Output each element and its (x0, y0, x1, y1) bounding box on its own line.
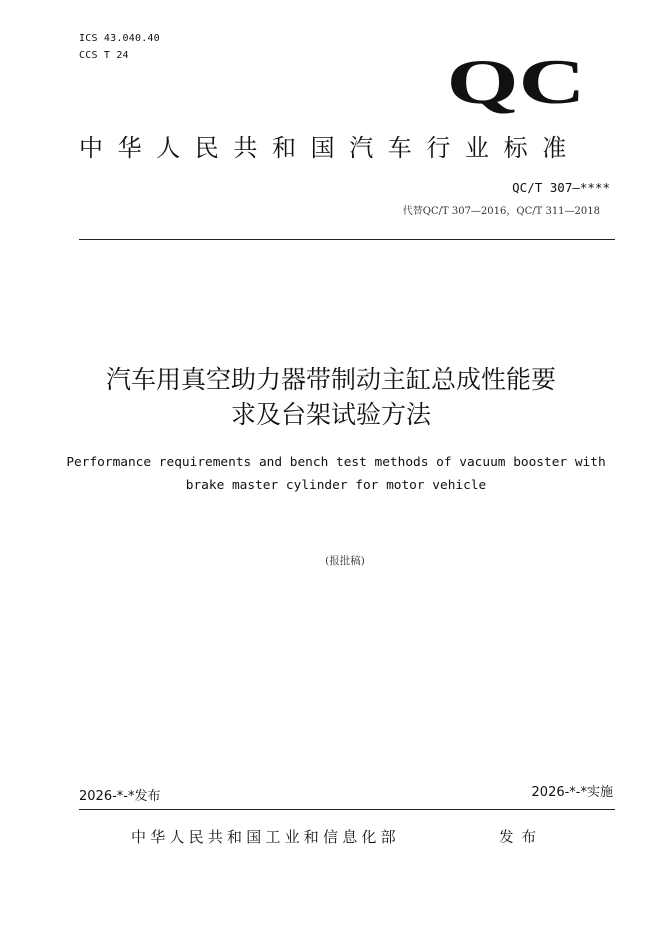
implementation-date: 2026-*-*实施 (531, 785, 613, 800)
title-chinese-line-2: 求及台架试验方法 (230, 400, 431, 429)
top-divider (79, 239, 615, 240)
draft-stage-label: (报批稿) (325, 555, 365, 567)
ccs-code: CCS T 24 (79, 50, 129, 61)
standard-code: QC/T 307—**** (512, 180, 610, 195)
bottom-divider (79, 809, 615, 810)
title-english-line-2: brake master cylinder for motor vehicle (185, 478, 487, 493)
publish-label: 发布 (499, 830, 544, 846)
replaces-note: 代替QC/T 307—2016，QC/T 311—2018 (402, 206, 600, 217)
qc-logo (446, 46, 586, 116)
issue-date: 2026-*-*发布 (79, 789, 161, 804)
qc-logo-text: QC (446, 46, 586, 116)
title-chinese-line-1: 汽车用真空助力器带制动主缸总成性能要 (105, 365, 556, 394)
organization-title: 中华人民共和国汽车行业标准 (79, 134, 581, 162)
ics-code: ICS 43.040.40 (79, 33, 160, 44)
title-english-line-1: Performance requirements and bench test methods of vacuum booster with (66, 455, 606, 470)
issuing-ministry: 中华人民共和国工业和信息化部 (131, 828, 400, 846)
